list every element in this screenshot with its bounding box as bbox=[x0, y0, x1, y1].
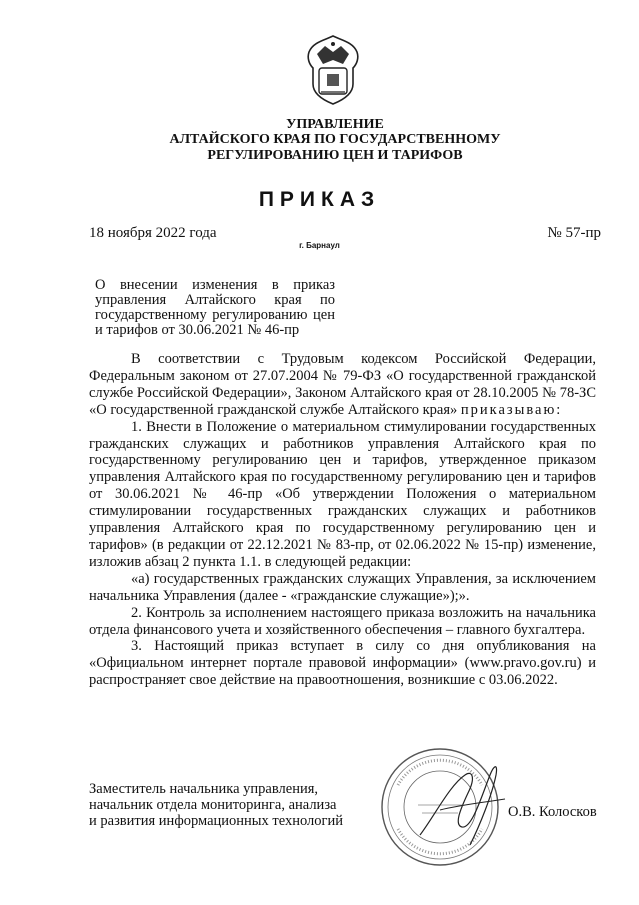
order-date: 18 ноября 2022 года bbox=[89, 225, 217, 241]
signatory-position-line2: начальник отдела мониторинга, анализа bbox=[89, 797, 337, 813]
order-subject: О внесении изменения в приказ управления Алтайского края по государственному регулированию цен и тарифов от 30.06.2021 № 46-пр bbox=[95, 277, 335, 338]
order-word: приказываю: bbox=[460, 401, 563, 418]
coat-of-arms-emblem bbox=[303, 34, 363, 106]
org-name-line3: РЕГУЛИРОВАНИЮ ЦЕН И ТАРИФОВ bbox=[207, 148, 463, 163]
order-title: ПРИКАЗ bbox=[258, 188, 381, 211]
order-number: № 57-пр bbox=[547, 225, 601, 241]
preamble-text: В соответствии с Трудовым кодексом Российской Федерации, Федеральным законом от 27.07.2004 № 79-ФЗ «О государственной гражданской службе Российской Федерации», Законом Алтайского края от 28.10.2005 № 78-ЗС «О государственной гражданской службе Алтайского края» bbox=[89, 351, 596, 418]
org-name-line2: АЛТАЙСКОГО КРАЯ ПО ГОСУДАРСТВЕННОМУ bbox=[169, 132, 501, 147]
order-body bbox=[89, 351, 596, 689]
clause-2-paragraph: 2. Контроль за исполнением настоящего приказа возложить на начальника отдела финансового учета и хозяйственного обеспечения – главного бухгалтера. bbox=[89, 604, 596, 638]
clause-1a-paragraph: «а) государственных гражданских служащих Управления, за исключением начальника Управления (далее - «гражданские служащие»);». bbox=[89, 570, 596, 604]
org-name-line1: УПРАВЛЕНИЕ bbox=[286, 117, 384, 132]
preamble-paragraph bbox=[89, 351, 596, 419]
clause-3-paragraph: 3. Настоящий приказ вступает в силу со дня опубликования на «Официальном интернет портале правовой информации» (www.pravo.gov.ru) и распространяет свое действие на правоотношения, возникшие с 03.06.2022. bbox=[89, 638, 596, 689]
signatory-position-line1: Заместитель начальника управления, bbox=[89, 781, 319, 797]
signatory-position-line3: и развития информационных технологий bbox=[89, 813, 344, 829]
order-city: г. Барнаул bbox=[299, 241, 340, 250]
clause-1-paragraph: 1. Внести в Положение о материальном стимулировании государственных гражданских служащих и работников управления Алтайского края по государственному регулированию цен и тарифов, утвержденное приказом управления Алтайского края по государственному регулированию цен и тарифов от 30.06.2021 № 46-пр «Об утверждении Положения о материальном стимулировании государственных гражданских служащих и работников управления Алтайского края по государственному регулированию цен и тарифов» (в редакции от 22.12.2021 № 83-пр, от 02.06.2022 № 15-пр) изменение, изложив абзац 2 пункта 1.1. в следующей редакции: bbox=[89, 418, 596, 570]
signatory-name: О.В. Колосков bbox=[508, 804, 597, 820]
handwritten-signature bbox=[410, 755, 520, 855]
signatory-position bbox=[89, 781, 343, 829]
